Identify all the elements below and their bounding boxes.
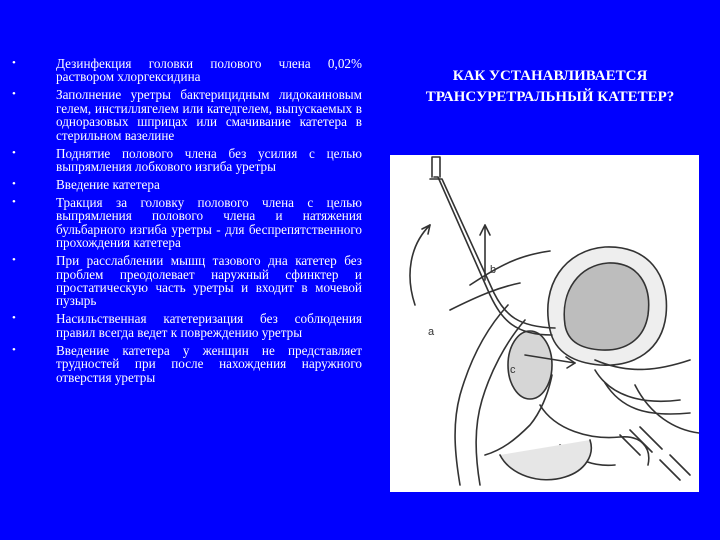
bullet-list [12,57,362,389]
bullet-text: Заполнение уретры бактерицидным лидокаиновым гелем, инстиллягелем или катедгелем, выпускаемых в одноразовых шприцах или смачивание катетера в стерильном вазелине [56,87,362,143]
bullet-item [12,254,362,308]
bullet-text: Поднятие полового члена без усилия с целью выпрямления лобкового изгиба уретры [56,145,362,175]
catheter-illustration [390,155,699,492]
bullet-text: Насильственная катетеризация без соблюдения правил всегда ведет к повреждению уретры [56,311,362,340]
slide-title: КАК УСТАНАВЛИВАЕТСЯ ТРАНСУРЕТРАЛЬНЫЙ КАТЕТЕР? [425,68,675,105]
bullet-dot: • [12,254,16,267]
bullet-text: Введение катетера у женщин не представляет трудностей при после нахождения наружного отверстия уретры [56,342,362,385]
catheter-diagram [390,155,699,492]
bullet-dot: • [12,196,16,209]
bullet-text: Тракция за головку полового члена с целью выпрямления полового члена и натяжения бульбарного изгиба уретры - для беспрепятственного прохождения катетера [56,195,362,251]
bullet-dot: • [12,343,16,356]
bullet-dot: • [12,312,16,325]
bullet-item [12,57,362,84]
bullet-item [12,178,362,191]
bullet-dot: • [12,178,16,191]
bullet-item [12,312,362,339]
figure-label-a: a [428,326,435,338]
bullet-item [12,196,362,250]
bullet-dot: • [12,88,16,101]
bullet-dot: • [12,57,16,69]
bullet-text: При расслаблении мышц тазового дна катетер без проблем преодолевает наружный сфинктер и простатическую часть уретры и входит в мочевой пузырь [56,253,362,309]
figure-label-b: b [490,264,497,276]
bullet-text: Дезинфекция головки полового члена 0,02% раствором хлоргексидина [56,56,362,85]
bullet-text: Введение катетера [56,177,160,193]
figure-label-c: c [510,364,516,376]
bullet-item [12,344,362,384]
bullet-dot: • [12,146,16,159]
bullet-item [12,88,362,142]
bullet-item [12,147,362,174]
